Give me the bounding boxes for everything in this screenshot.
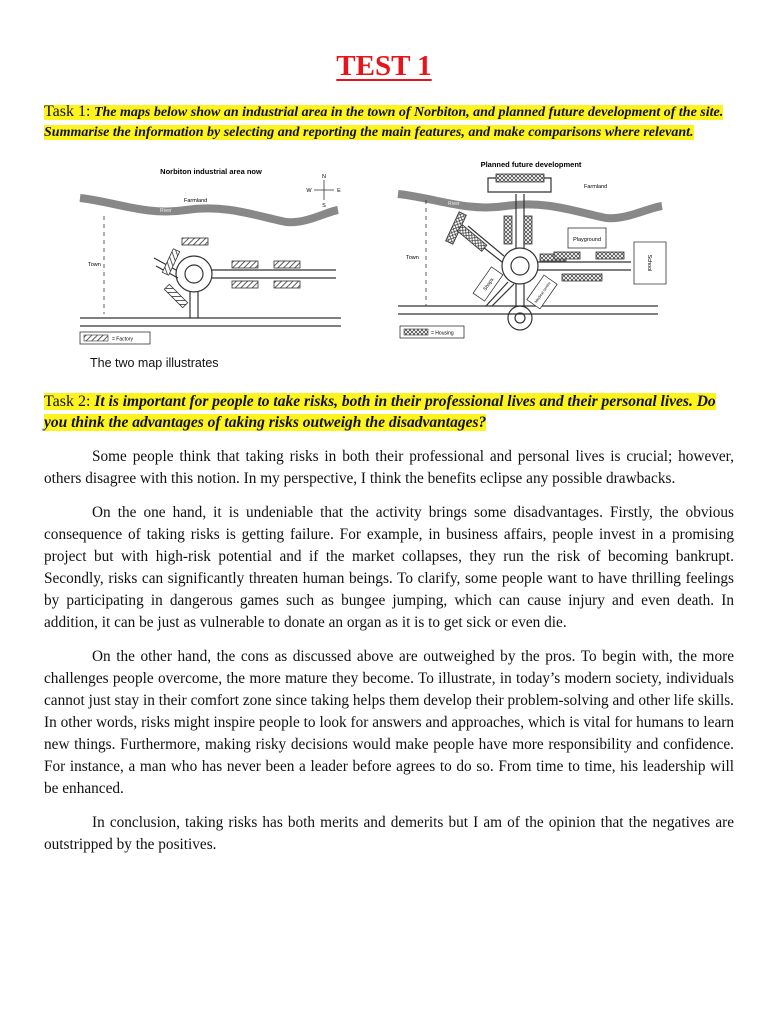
town-label: Town [406, 255, 419, 261]
page-title: TEST 1 [336, 50, 432, 82]
svg-text:= Factory: = Factory [112, 336, 133, 343]
svg-text:E: E [337, 188, 341, 194]
map-now [76, 158, 366, 348]
svg-text:Playground: Playground [573, 237, 601, 243]
map-now-title: Norbiton industrial area now [160, 167, 262, 176]
task1-block [44, 102, 734, 143]
roads [80, 256, 341, 326]
essay [44, 446, 734, 868]
essay-paragraph-disadvantages: On the one hand, it is undeniable that the activity brings some disadvantages. Firstly, the obvious consequence of taking risks is getting failure. For example, in business affairs, people invest in a promising project but with high-risk potential and if the market collapses, they run the risk of becoming bankrupt. Secondly, risks can significantly threaten human beings. To clarify, some people want to have thrilling feelings by participating in dangerous games such as bungee jumping, which can cause injury and even death. In addition, it can be just as vulnerable to donate an organ as it is to get sick or even die. [44, 504, 734, 631]
farmland-label: Farmland [584, 184, 608, 190]
compass-icon [306, 174, 341, 209]
playground [568, 228, 606, 248]
school [634, 242, 666, 284]
task1-prompt: The maps below show an industrial area in the town of Norbiton, and planned future development of the site. Summarise the information by selecting and reporting the main features, and make comparisons where relevant. [44, 105, 724, 140]
task2-label: Task 2: [44, 393, 91, 410]
town-label: Town [88, 262, 101, 268]
map-future [396, 156, 691, 346]
essay-paragraph-conclusion: In conclusion, taking risks has both merits and demerits but I am of the opinion that the negatives are outstripped by the positives. [44, 814, 734, 853]
svg-text:River: River [160, 208, 172, 214]
svg-text:River: River [448, 201, 460, 207]
svg-text:W: W [306, 188, 312, 194]
task1-label: Task 1: [44, 103, 91, 120]
svg-text:School: School [646, 254, 652, 272]
essay-paragraph-advantages: On the other hand, the cons as discussed above are outweighed by the pros. To begin with, the more challenges people overcome, the more mature they become. To illustrate, in today’s modern society, individuals cannot just stay in their comfort zone since taking helps them develop their problem-solving and other life skills. In other words, risks might inspire people to look for answers and approaches, which is vital for humans to learn new things. Furthermore, making risky decisions would make people have more responsibility and confidence. For instance, a man who has never been a leader before agrees to do so. From time to time, his leadership will be enhanced. [44, 648, 734, 797]
essay-paragraph-intro: Some people think that taking risks in both their professional and personal lives is crucial; however, others disagree with this notion. In my perspective, I think the benefits eclipse any possible drawbacks. [44, 448, 734, 487]
map-future-legend [400, 326, 464, 338]
river [398, 194, 662, 218]
farmland-label: Farmland [184, 198, 208, 204]
svg-text:Medical centre: Medical centre [534, 281, 552, 304]
housing [446, 174, 624, 281]
task2-block [44, 391, 734, 433]
svg-text:= Housing: = Housing [431, 330, 454, 337]
caption: The two map illustrates [90, 356, 219, 370]
shops [473, 267, 503, 301]
factories [162, 238, 300, 308]
river [80, 198, 338, 222]
map-now-legend [80, 332, 150, 344]
map-future-title: Planned future development [480, 160, 582, 169]
svg-text:S: S [322, 203, 326, 209]
svg-text:N: N [322, 174, 326, 180]
task2-prompt: It is important for people to take risks, both in their professional lives and their personal lives. Do you think the advantages of taking risks outweigh the disadvantages? [44, 393, 716, 431]
svg-text:Shops: Shops [482, 277, 496, 293]
